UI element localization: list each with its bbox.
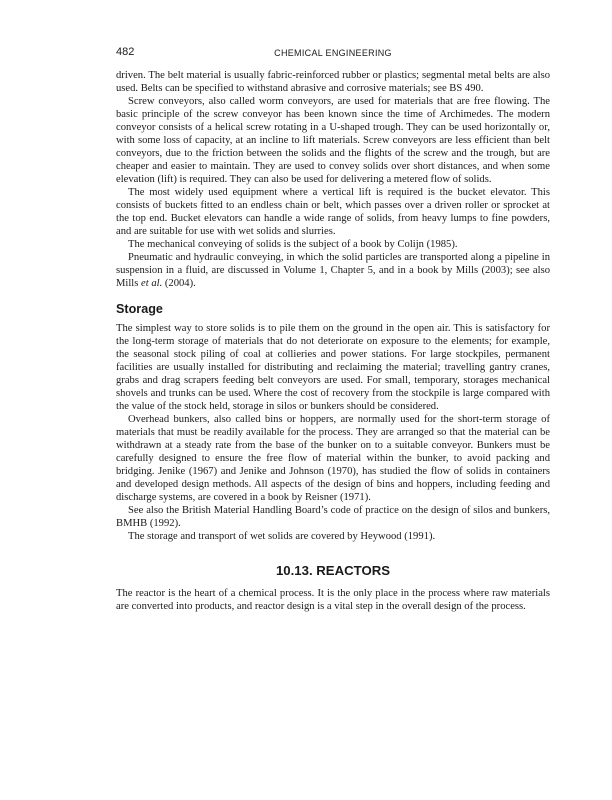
- page-content: [116, 46, 550, 613]
- page-number: 482: [116, 46, 135, 58]
- running-header: [116, 46, 550, 62]
- paragraph-stockpiles: The simplest way to store solids is to pile them on the ground in the open air. This is satisfactory for the long-term storage of materials that do not deteriorate on exposure to the elements; for example, the seasonal stock piling of coal at collieries and power stations. For large stockpiles, permanent facilities are usually installed for distributing and reclaiming the material; travelling gantry cranes, grabs and drag scrapers feeding belt conveyors are used. For small, temporary, storages mechanical shovels and trunks can be used. Where the cost of recovery from the stockpile is large compared with the value of the stock held, storage in silos or bunkers should be considered.: [116, 323, 550, 412]
- paragraph-reactors-intro: The reactor is the heart of a chemical process. It is the only place in the process where raw materials are converted into products, and reactor design is a vital step in the overall design of the process.: [116, 588, 550, 612]
- paragraph-screw-conveyors: Screw conveyors, also called worm conveyors, are used for materials that are free flowing. The basic principle of the screw conveyor has been known since the time of Archimedes. The modern conveyor consists of a helical screw rotating in a U-shaped trough. They can be used horizontally or, with some loss of capacity, at an incline to lift materials. Screw conveyors are less efficient than belt conveyors, due to the friction between the solids and the flights of the screw and the trough, but are cheaper and easier to maintain. They are used to convey solids over short distances, and when some elevation (lift) is required. They can also be used for delivering a metered flow of solids.: [116, 96, 550, 185]
- section-heading-reactors: 10.13. REACTORS: [275, 563, 391, 578]
- et-al-italic: et al.: [141, 278, 163, 289]
- paragraph-belt-conveyors: driven. The belt material is usually fabric-reinforced rubber or plastics; segmental metal belts are also used. Belts can be specified to withstand abrasive and corrosive materials; see BS 490.: [116, 70, 550, 94]
- paragraph-bmhb-code: See also the British Material Handling Board’s code of practice on the design of silos and bunkers, BMHB (1992).: [116, 505, 550, 529]
- paragraph-overhead-bunkers: Overhead bunkers, also called bins or hoppers, are normally used for the short-term storage of materials that must be readily available for the process. They are arranged so that the material can be withdrawn at a steady rate from the base of the bunker on to a suitable conveyor. Bunkers must be carefully designed to ensure the free flow of material within the bunker, to avoid packing and bridging. Jenike (1967) and Jenike and Johnson (1970), has studied the flow of solids in containers and developed design methods. All aspects of the design of bins and hoppers, including feeding and discharge systems, are covered in a book by Reisner (1971).: [116, 414, 550, 503]
- pneumatic-text-before: Pneumatic and hydraulic conveying, in which the solid particles are transported along a pipeline in suspension in a fluid, are discussed in Volume 1, Chapter 5, and in a book by Mills (2003); see also Mills: [116, 252, 550, 289]
- pneumatic-text-after: (2004).: [162, 278, 196, 289]
- paragraph-colijn-reference: The mechanical conveying of solids is the subject of a book by Colijn (1985).: [128, 239, 458, 250]
- paragraph-pneumatic-conveying: [116, 251, 550, 290]
- paragraph-bucket-elevator: The most widely used equipment where a vertical lift is required is the bucket elevator. This consists of buckets fitted to an endless chain or belt, which passes over a driven roller or sprocket at the top end. Bucket elevators can handle a wide range of solids, from heavy lumps to fine powders, and are suitable for use with wet solids and slurries.: [116, 187, 550, 237]
- running-title: CHEMICAL ENGINEERING: [274, 48, 392, 58]
- paragraph-wet-solids: The storage and transport of wet solids are covered by Heywood (1991).: [128, 531, 436, 542]
- section-heading-storage: Storage: [116, 302, 163, 316]
